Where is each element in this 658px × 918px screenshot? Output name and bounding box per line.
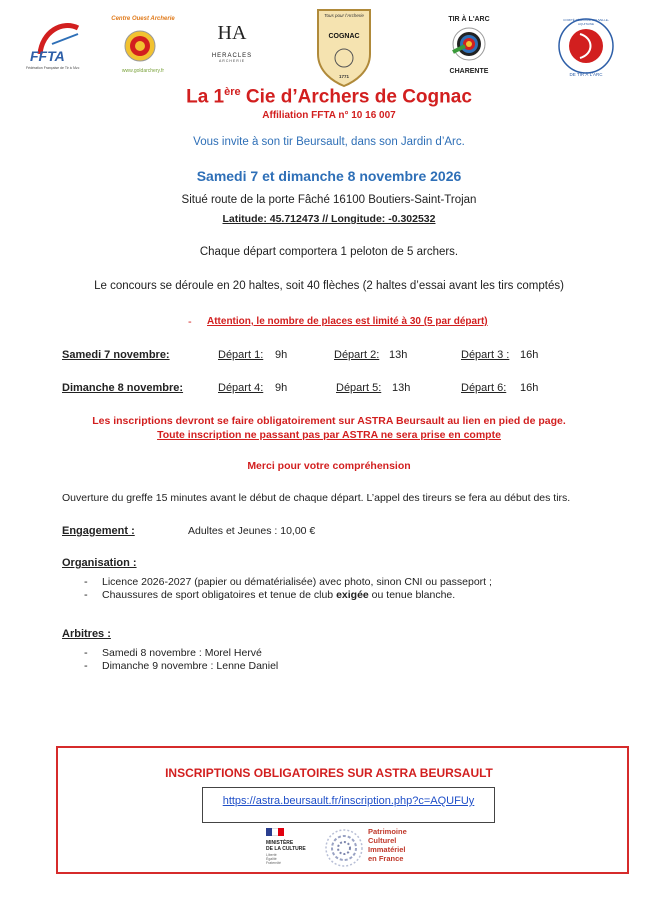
ministere-motto: Fraternité — [266, 861, 281, 865]
patrimoine-line: Patrimoine — [368, 827, 407, 836]
patrimoine-icon — [324, 828, 364, 868]
coordinates-text: Latitude: 45.712473 // Longitude: -0.302532 — [222, 213, 436, 225]
title-prefix: La 1 — [186, 86, 225, 108]
inscription-link[interactable]: https://astra.beursault.fr/inscription.php?c=AQUFUy — [222, 795, 475, 807]
comite-bottom-text: DE TIR À L'ARC — [569, 72, 603, 77]
centre-ouest-logo — [104, 14, 176, 78]
heracles-subtext: ARCHERIE — [218, 59, 246, 63]
ministere-line: MINISTÈRE — [266, 840, 294, 846]
schedule-day: Samedi 7 novembre: — [62, 349, 170, 361]
depart-label: Départ 3 : — [461, 349, 510, 361]
ministere-line: DE LA CULTURE — [266, 846, 306, 852]
cognac-name: COGNAC — [328, 33, 360, 40]
astra-warning: Toute inscription ne passant pas par ASTRA ne sera prise en compte — [157, 429, 501, 441]
greffe-text: Ouverture du greffe 15 minutes avant le début de chaque départ. L’appel des tireurs se fera au début des tirs. — [62, 492, 571, 504]
list-item: Licence 2026-2027 (papier ou dématérialisée) avec photo, sinon CNI ou passeport ; — [102, 576, 492, 588]
title-suffix: Cie d’Archers de Cognac — [240, 86, 472, 108]
patrimoine-line: Immatériel — [368, 845, 406, 854]
list-item-emphasis: exigée — [336, 589, 369, 601]
tir-charente-bottom: CHARENTE — [449, 68, 489, 75]
depart-time: 9h — [275, 382, 288, 394]
depart-time: 13h — [389, 349, 408, 361]
heracles-mark: HA — [217, 22, 247, 44]
engagement-label: Engagement : — [62, 525, 135, 537]
heracles-text: HERACLES — [211, 53, 253, 59]
cognac-logo — [314, 6, 374, 88]
depart-time: 16h — [520, 349, 539, 361]
inscription-link-box — [202, 787, 495, 823]
patrimoine-line: Culturel — [368, 836, 397, 845]
depart-label: Départ 5: — [336, 382, 382, 394]
depart-label: Départ 6: — [461, 382, 507, 394]
ministere-culture-logo — [266, 828, 316, 870]
list-item-text: ou tenue blanche. — [368, 589, 456, 601]
depart-time: 9h — [275, 349, 288, 361]
ministere-motto: Égalité — [266, 857, 277, 861]
depart-label: Départ 4: — [218, 382, 264, 394]
attention-text: Attention, le nombre de places est limité à 30 (5 par départ) — [207, 316, 488, 327]
patrimoine-logo — [324, 826, 434, 870]
cognac-top-text: Tous pour l'Archerie — [324, 13, 364, 18]
comite-regional-logo — [554, 16, 618, 80]
cognac-year: 1771 — [338, 74, 349, 79]
list-item: Dimanche 9 novembre : Lenne Daniel — [102, 660, 279, 672]
organisation-label: Organisation : — [62, 557, 137, 569]
arbitres-label: Arbitres : — [62, 628, 111, 640]
engagement-value: Adultes et Jeunes : 10,00 € — [188, 525, 316, 537]
ffta-subtext: Fédération Française de Tir à l'Arc — [26, 66, 80, 70]
event-dates: Samedi 7 et dimanche 8 novembre 2026 — [196, 168, 462, 184]
heracles-logo — [208, 22, 256, 78]
list-dash: - — [84, 589, 88, 601]
list-item: Samedi 8 novembre : Morel Hervé — [102, 647, 262, 659]
depart-label: Départ 2: — [334, 349, 380, 361]
list-dash: - — [84, 660, 88, 672]
patrimoine-text — [368, 827, 407, 863]
invitation-text: Vous invite à son tir Beursault, dans son Jardin d’Arc. — [193, 136, 465, 148]
centre-ouest-url: www.goldarchery.fr — [121, 68, 165, 74]
french-flag-icon — [266, 828, 284, 836]
title-superscript: ère — [224, 86, 241, 98]
merci-text: Merci pour votre compréhension — [247, 460, 411, 472]
list-item-text: Chaussures de sport obligatoires et tenue de club — [102, 589, 337, 601]
tir-charente-logo — [438, 16, 500, 82]
depart-time: 16h — [520, 382, 539, 394]
patrimoine-line: en France — [368, 854, 404, 863]
peloton-text: Chaque départ comportera 1 peloton de 5 archers. — [199, 246, 459, 258]
centre-ouest-text: Centre Ouest Archerie — [111, 16, 175, 22]
attention-dash: - — [188, 316, 192, 328]
ministere-motto: Liberté — [266, 853, 277, 857]
depart-label: Départ 1: — [218, 349, 264, 361]
ffta-text: FFTA — [30, 48, 65, 64]
inscription-heading: INSCRIPTIONS OBLIGATOIRES SUR ASTRA BEURSAULT — [165, 766, 493, 780]
astra-notice: Les inscriptions devront se faire obligatoirement sur ASTRA Beursault au lien en pied de page. — [92, 415, 566, 427]
ffta-logo — [22, 14, 84, 76]
comite-ring-text: COMITÉ RÉGIONAL NOUVELLE-AQUITAINE — [563, 18, 609, 26]
page-title — [0, 86, 658, 108]
concours-text: Le concours se déroule en 20 haltes, soit 40 flèches (2 haltes d’essai avant les tirs comptés) — [94, 280, 564, 292]
tir-charente-top: TIR À L'ARC — [448, 16, 490, 23]
affiliation: Affiliation FFTA n° 10 16 007 — [262, 110, 396, 121]
depart-time: 13h — [392, 382, 411, 394]
list-dash: - — [84, 576, 88, 588]
list-dash: - — [84, 647, 88, 659]
list-item — [102, 589, 455, 601]
location-text: Situé route de la porte Fâché 16100 Boutiers-Saint-Trojan — [181, 194, 477, 206]
schedule-day: Dimanche 8 novembre: — [62, 382, 184, 394]
